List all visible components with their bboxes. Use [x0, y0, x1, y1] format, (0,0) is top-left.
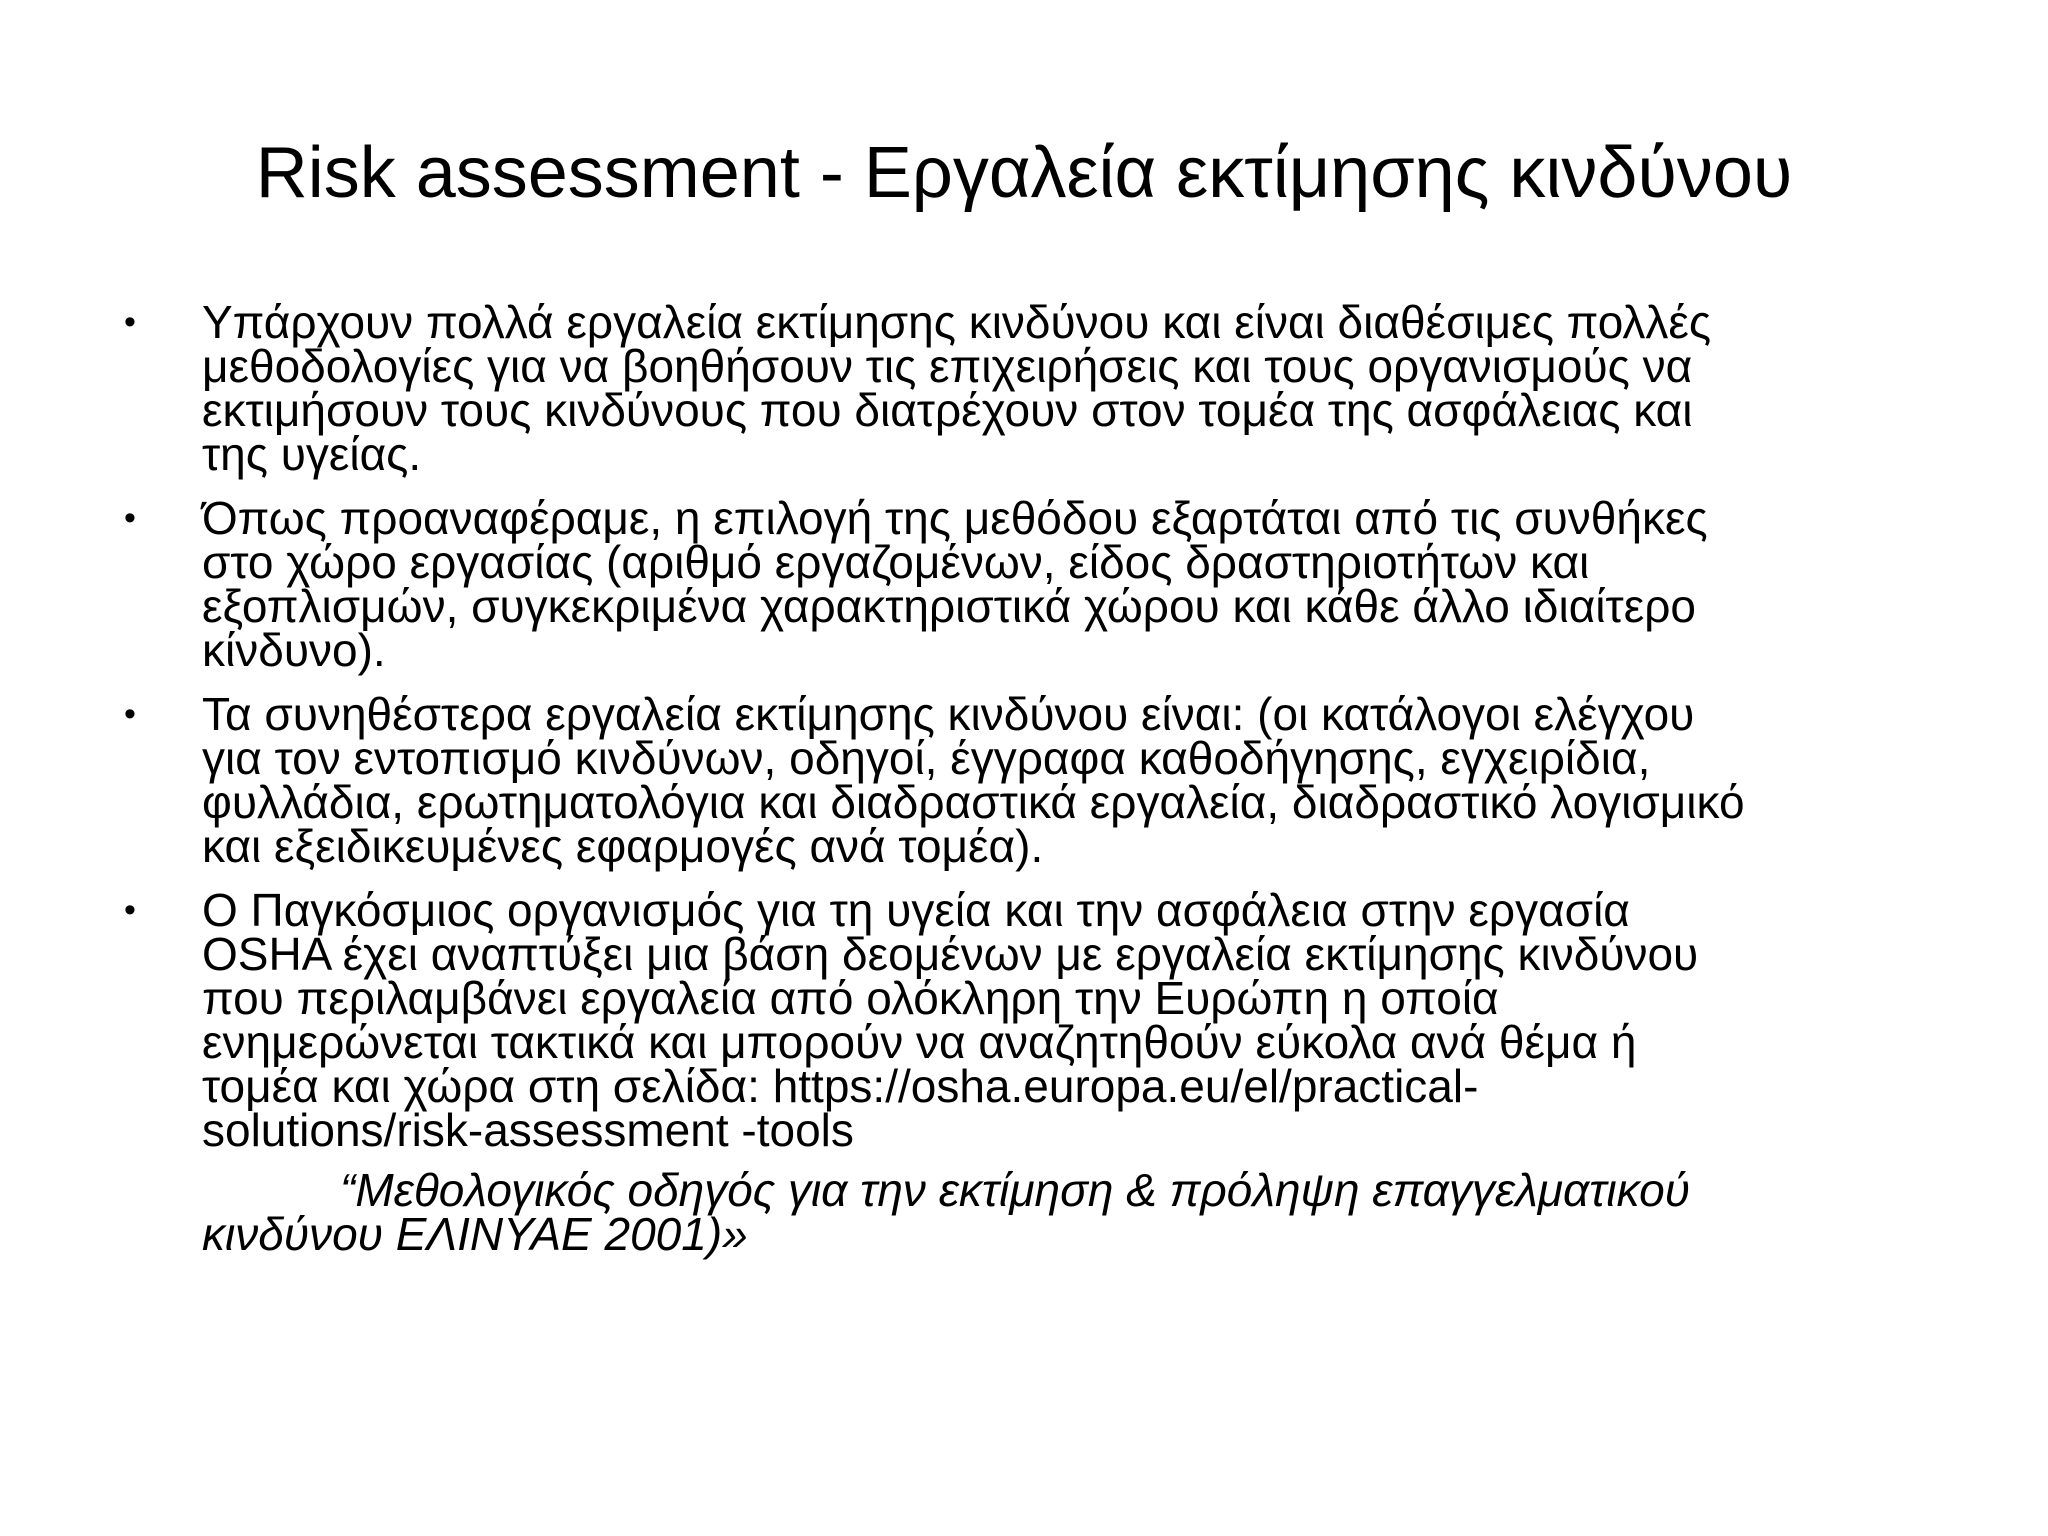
bullet-text [202, 884, 1958, 1156]
bullet-text [202, 688, 1958, 872]
bullet-icon: • [124, 695, 136, 733]
quote-line: κινδύνου ΕΛΙΝΥΑΕ 2001)» [202, 1208, 748, 1260]
text-line: Υπάρχουν πολλά εργαλεία εκτίμησης κινδύνου και είναι διαθέσιμες πολλές [202, 296, 1712, 348]
bullet-icon: • [124, 891, 136, 929]
citation-quote [118, 1164, 1958, 1260]
text-line: εκτιμήσουν τους κινδύνους που διατρέχουν στον τομέα της ασφάλειας και [202, 384, 1693, 436]
bullet-list [118, 296, 1958, 1260]
bullet-item-2 [118, 492, 1958, 676]
quote-line: “Μεθολογικός οδηγός για την εκτίμηση & πρόληψη επαγγελματικού [340, 1164, 1690, 1216]
bullet-icon: • [124, 499, 136, 537]
text-line: solutions/risk-assessment -tools [202, 1104, 854, 1156]
text-line: Τα συνηθέστερα εργαλεία εκτίμησης κινδύνου είναι: (οι κατάλογοι ελέγχου [202, 688, 1695, 740]
text-line: Όπως προαναφέραμε, η επιλογή της μεθόδου εξαρτάται από τις συνθήκες [202, 492, 1708, 544]
text-line: για τον εντοπισμό κινδύνων, οδηγοί, έγγραφα καθοδήγησης, εγχειρίδια, [202, 732, 1651, 784]
bullet-item-3 [118, 688, 1958, 872]
bullet-icon: • [124, 303, 136, 341]
slide-title: Risk assessment - Εργαλεία εκτίμησης κινδύνου [255, 133, 1793, 213]
bullet-text [202, 296, 1958, 480]
text-line: OSHA έχει αναπτύξει μια βάση δεομένων με εργαλεία εκτίμησης κινδύνου [202, 928, 1699, 980]
text-line: Ο Παγκόσμιος οργανισμός για τη υγεία και την ασφάλεια στην εργασία [202, 884, 1630, 936]
bullet-text [202, 492, 1958, 676]
text-line: ενημερώνεται τακτικά και μπορούν να αναζητηθούν εύκολα ανά θέμα ή [202, 1016, 1637, 1068]
text-line: στο χώρο εργασίας (αριθμό εργαζομένων, είδος δραστηριοτήτων και [202, 536, 1590, 588]
text-line: της υγείας. [202, 428, 422, 480]
text-line: τομέα και χώρα στη σελίδα: https://osha.europa.eu/el/practical- [202, 1060, 1479, 1112]
bullet-item-1 [118, 296, 1958, 480]
text-line: και εξειδικευμένες εφαρμογές ανά τομέα). [202, 820, 1044, 872]
text-line: κίνδυνο). [202, 624, 386, 676]
text-line: φυλλάδια, ερωτηματολόγια και διαδραστικά εργαλεία, διαδραστικό λογισμικό [202, 776, 1745, 828]
text-line: μεθοδολογίες για να βοηθήσουν τις επιχειρήσεις και τους οργανισμούς να [202, 340, 1693, 392]
text-line: εξοπλισμών, συγκεκριμένα χαρακτηριστικά χώρου και κάθε άλλο ιδιαίτερο [202, 580, 1696, 632]
bullet-item-4 [118, 884, 1958, 1156]
text-line: που περιλαμβάνει εργαλεία από ολόκληρη την Ευρώπη η οποία [202, 972, 1499, 1024]
